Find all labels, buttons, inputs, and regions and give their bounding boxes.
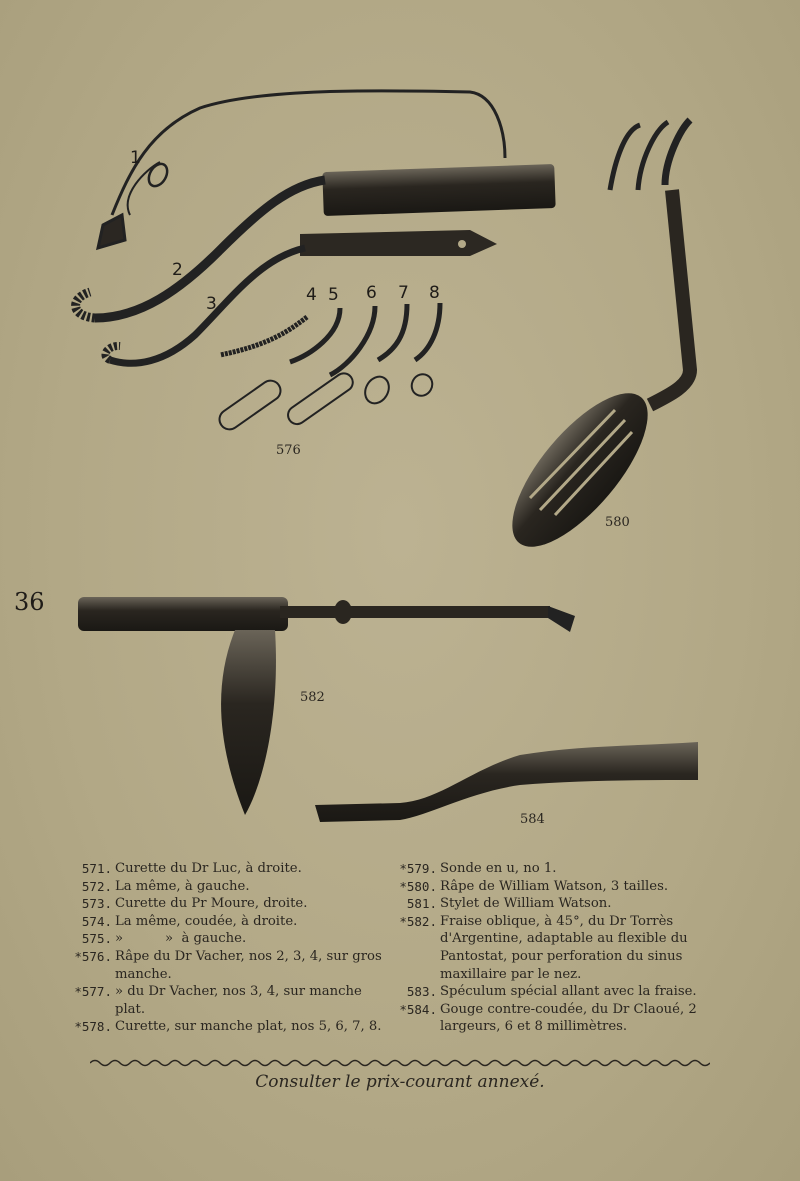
item-text: Gouge contre-coudée, du Dr Claoué, 2 largeurs, 6 et 8 millimètres.	[440, 1001, 697, 1035]
list-item	[68, 913, 393, 931]
list-item	[68, 948, 393, 983]
item-number: *582.	[399, 913, 437, 929]
gouge-584	[315, 742, 698, 822]
item-text: Curette, sur manche plat, nos 5, 6, 7, 8.	[115, 1019, 382, 1035]
item-text: Stylet de William Watson.	[440, 896, 612, 912]
part-number: 2	[172, 260, 183, 280]
list-item	[393, 878, 723, 896]
part-number: 4	[306, 285, 317, 305]
item-number: *584.	[399, 1001, 437, 1017]
footer-note: Consulter le prix-courant annexé.	[255, 1072, 545, 1092]
part-number: 8	[429, 283, 440, 303]
item-text: Sonde en u, no 1.	[440, 861, 557, 876]
item-text: Fraise oblique, à 45°, du Dr Torrès d'Argentine, adaptable au flexible du Pantostat, pour perforation du sinus maxillaire par le nez.	[440, 913, 688, 982]
list-item	[393, 913, 723, 983]
item-number: 581.	[406, 896, 437, 912]
curette-tips	[220, 303, 440, 375]
list-item	[68, 983, 393, 1018]
item-number: *580.	[399, 878, 437, 894]
item-number: *576.	[74, 948, 112, 964]
item-number: 574.	[81, 913, 112, 929]
tip-loops	[216, 370, 437, 433]
part-number: 6	[366, 283, 377, 303]
item-text: Spéculum spécial allant avec la fraise.	[440, 984, 697, 1000]
part-number: 1	[130, 148, 141, 168]
list-item	[68, 1018, 393, 1036]
item-number: *579.	[399, 861, 437, 876]
item-number: 583.	[406, 984, 437, 1000]
list-item	[68, 930, 393, 948]
list-item	[393, 895, 723, 913]
figure-label-576: 576	[276, 443, 301, 458]
item-text: Râpe de William Watson, 3 tailles.	[440, 878, 669, 894]
page-number: 36	[14, 588, 45, 616]
item-number: *577.	[74, 984, 112, 1000]
part-number: 5	[328, 285, 339, 305]
item-number: *578.	[74, 1019, 112, 1035]
item-list-left	[68, 860, 393, 1036]
list-item	[393, 860, 723, 878]
item-text: » du Dr Vacher, nos 3, 4, sur manche plat.	[115, 984, 362, 1017]
list-item	[68, 878, 393, 896]
item-list-right	[393, 860, 723, 1036]
list-item	[393, 1001, 723, 1036]
list-item	[393, 983, 723, 1001]
wavy-divider	[90, 1056, 710, 1070]
figure-label-580: 580	[605, 515, 630, 530]
list-item	[68, 860, 393, 878]
list-item	[68, 895, 393, 913]
figure-label-584: 584	[520, 812, 545, 827]
part-number: 3	[206, 294, 217, 314]
item-number: 571.	[81, 861, 112, 876]
item-number: 573.	[81, 896, 112, 912]
item-text: » » à gauche.	[115, 931, 247, 947]
item-number: 575.	[81, 931, 112, 947]
item-text: La même, coudée, à droite.	[115, 913, 298, 929]
item-text: Râpe du Dr Vacher, nos 2, 3, 4, sur gros manche.	[115, 948, 382, 982]
item-text: Curette du Dr Luc, à droite.	[115, 861, 302, 876]
part-number: 7	[398, 283, 409, 303]
item-text: Curette du Pr Moure, droite.	[115, 896, 308, 912]
item-text: La même, à gauche.	[115, 878, 250, 894]
item-number: 572.	[81, 878, 112, 894]
figure-label-582: 582	[300, 690, 325, 705]
